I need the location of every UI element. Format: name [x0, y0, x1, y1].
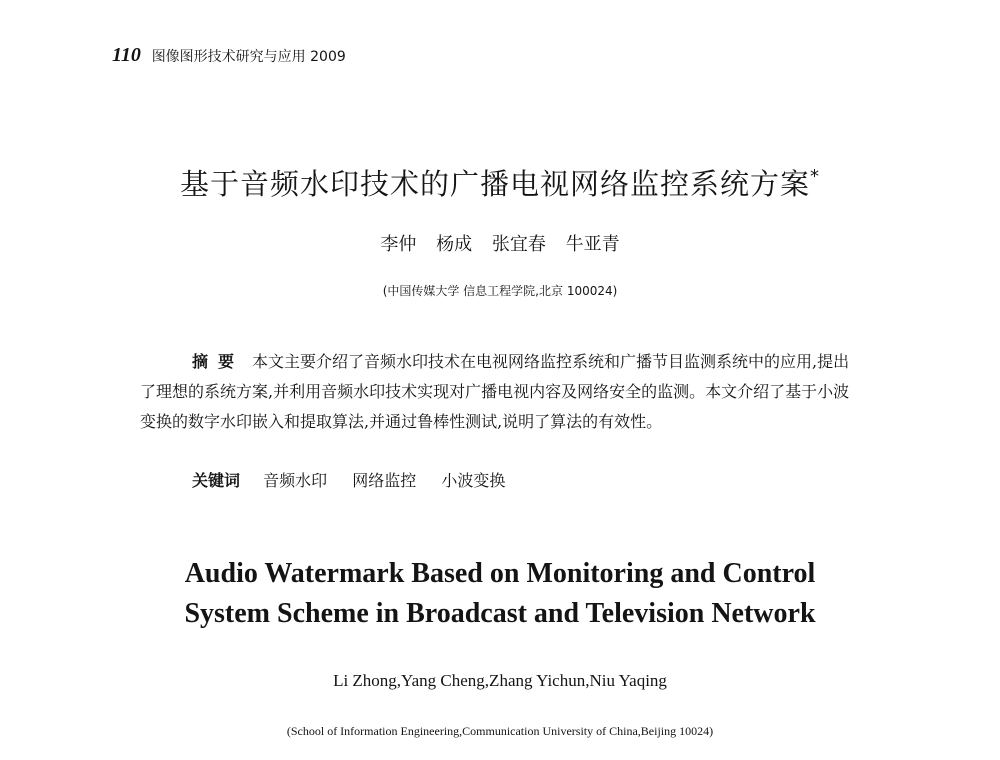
keyword: 音频水印	[263, 471, 328, 490]
keyword: 小波变换	[441, 471, 506, 490]
chinese-title-text: 基于音频水印技术的广播电视网络监控系统方案	[179, 167, 810, 201]
chinese-title	[0, 162, 1000, 203]
chinese-affiliation: (中国传媒大学 信息工程学院,北京 100024)	[382, 284, 618, 298]
chinese-authors	[0, 230, 1000, 256]
author-cn: 张宜春	[491, 234, 546, 255]
author-cn: 李仲	[380, 234, 417, 255]
abstract-label: 摘要	[192, 352, 245, 371]
keywords	[192, 468, 525, 491]
keywords-label: 关键词	[192, 471, 241, 490]
english-title-line: System Scheme in Broadcast and Television Network	[184, 598, 816, 629]
abstract	[140, 347, 860, 437]
running-header	[112, 44, 346, 67]
english-authors: Li Zhong,Yang Cheng,Zhang Yichun,Niu Yaqing	[333, 671, 667, 690]
keyword: 网络监控	[352, 471, 417, 490]
author-cn: 杨成	[436, 234, 473, 255]
english-affiliation: (School of Information Engineering,Communication University of China,Beijing 10024)	[286, 724, 714, 738]
journal-name: 图像图形技术研究与应用 2009	[151, 49, 346, 65]
english-title	[0, 554, 1000, 634]
abstract-text: 本文主要介绍了音频水印技术在电视网络监控系统和广播节目监测系统中的应用,提出了理想的系统方案,并利用音频水印技术实现对广播电视内容及网络安全的监测。本文介绍了基于小波变换的数字水印嵌入和提取算法,并通过鲁棒性测试,说明了算法的有效性。	[140, 352, 850, 431]
english-title-line: Audio Watermark Based on Monitoring and Control	[184, 558, 816, 589]
footnote-mark: *	[810, 166, 820, 187]
author-cn: 牛亚青	[565, 234, 620, 255]
page-number: 110	[112, 44, 141, 66]
